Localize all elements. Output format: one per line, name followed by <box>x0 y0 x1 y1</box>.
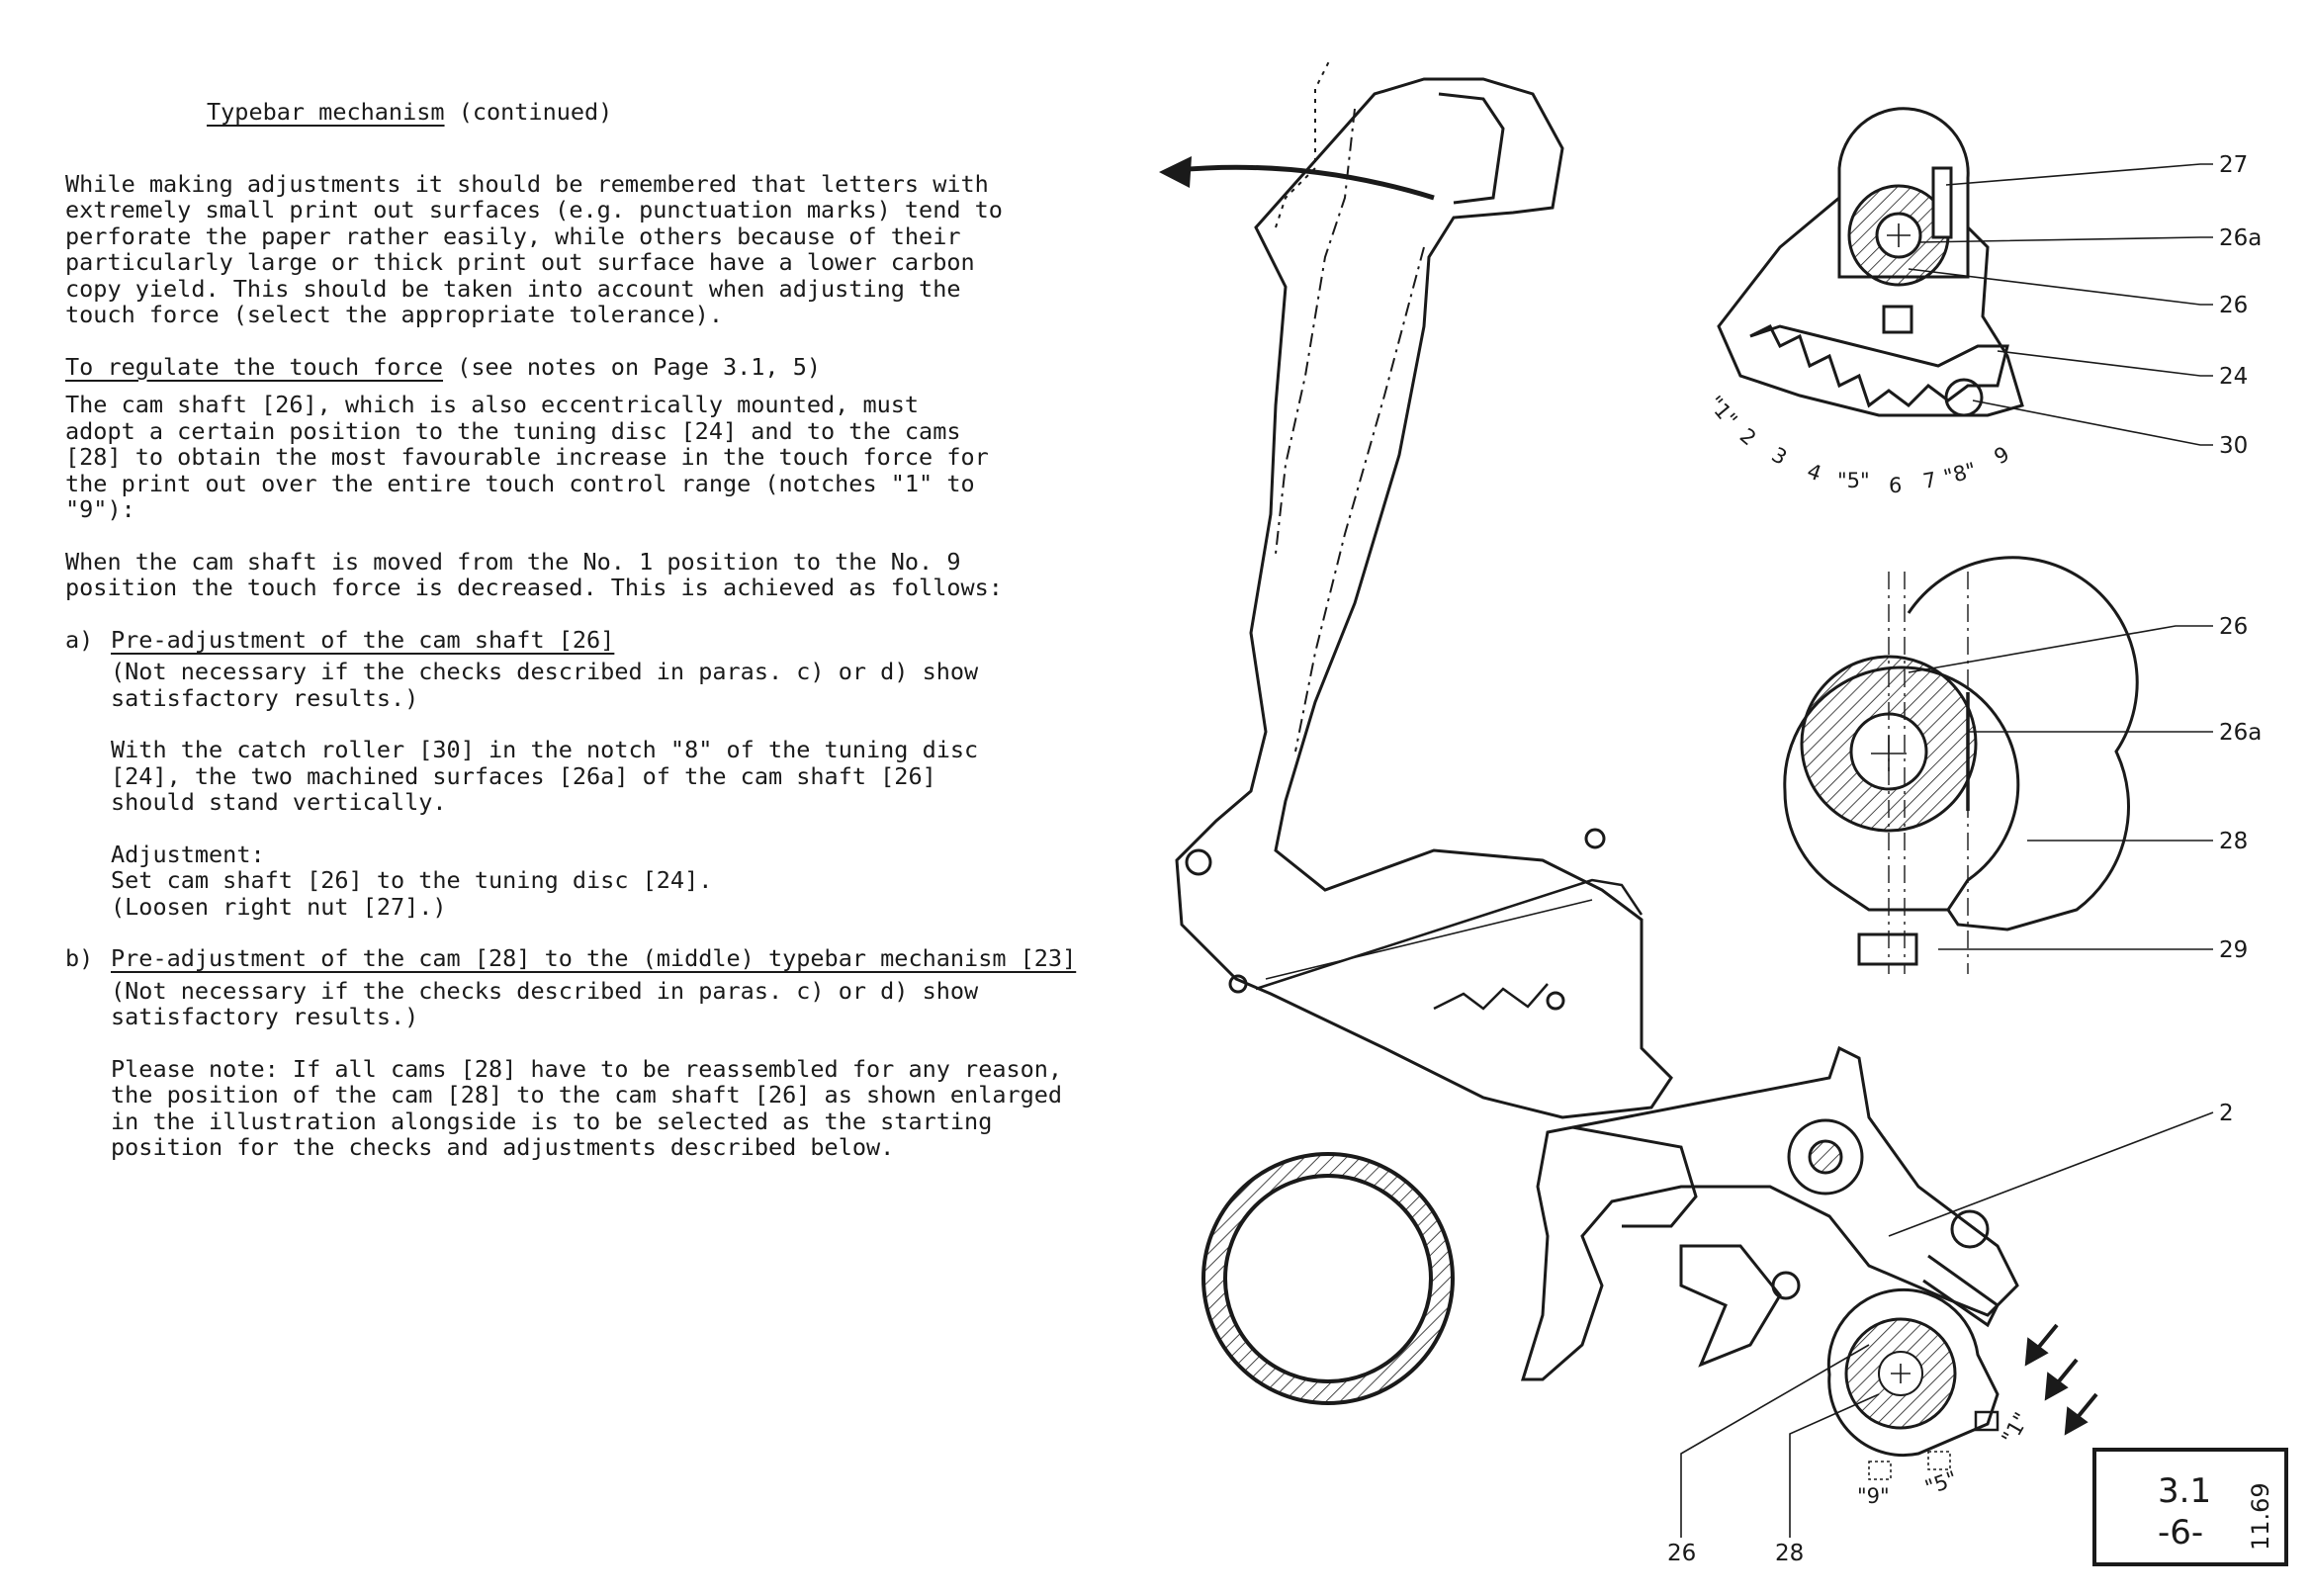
title-suffix: (continued) <box>458 98 613 126</box>
notch-1: "1" <box>1703 391 1742 432</box>
notch-9: 9 <box>1990 441 2014 470</box>
callout-26-mid: 26 <box>2219 614 2249 640</box>
callout-30: 30 <box>2219 433 2249 459</box>
callout-24: 24 <box>2219 364 2249 390</box>
position-5: "5" <box>1921 1465 1961 1500</box>
notch-7: 7 <box>1920 467 1939 493</box>
force-arrows <box>2027 1325 2096 1432</box>
badge-section: 3.1 <box>2158 1471 2212 1511</box>
section-b-body: Please note: If all cams [28] have to be reassembled for any reason, the position of the cam [28] to the cam shaft [26] as shown enlarged in the illustration alongside is to be selected as the starting position for the checks and adjustments described below. <box>111 1054 1063 1161</box>
section-a-note: (Not necessary if the checks described in paras. c) or d) show satisfactory results.) <box>111 658 979 712</box>
section-a-adjustment: Adjustment: Set cam shaft [26] to the tuning disc [24]. (Loosen right nut [27].) <box>111 840 713 921</box>
section-a-heading: Pre-adjustment of the cam shaft [26] <box>111 625 615 654</box>
position-9: "9" <box>1857 1484 1890 1508</box>
notch-3: 3 <box>1767 442 1792 471</box>
notch-4: 4 <box>1804 459 1825 487</box>
section-b-label: b) <box>65 944 94 972</box>
callout-26a-mid: 26a <box>2219 720 2263 746</box>
callout-26a-top: 26a <box>2219 225 2263 251</box>
callout-2: 2 <box>2219 1101 2234 1126</box>
section-b-note: (Not necessary if the checks described in paras. c) or d) show satisfactory results.) <box>111 976 979 1030</box>
section-a-body: With the catch roller [30] in the notch "8" of the tuning disc [24], the two machined surfaces [26a] of the cam shaft [26] should stand vertically. <box>111 736 979 816</box>
bottom-cam <box>1828 1289 1998 1479</box>
typebar-lever <box>1177 59 1671 1117</box>
notch-2: 2 <box>1734 423 1761 451</box>
title-main: Typebar mechanism <box>207 98 445 126</box>
direction-arrow <box>1159 156 1434 198</box>
callout-28-mid: 28 <box>2219 829 2249 854</box>
regulate-body-1: The cam shaft [26], which is also eccentrically mounted, must adopt a certain position to the tuning disc [24] and to the cams [28] to obtain the most favourable increase in the touch force for the print out over the entire touch control range (notches "1" to "9"): <box>65 391 989 523</box>
position-1: "1" <box>1997 1408 2034 1449</box>
notch-5: "5" <box>1837 469 1870 492</box>
platen-ring <box>1203 1154 1453 1403</box>
section-b-heading: Pre-adjustment of the cam [28] to the (middle) typebar mechanism [23] <box>111 944 1077 972</box>
callout-26-top: 26 <box>2219 293 2249 318</box>
callout-28-bottom: 28 <box>1775 1541 1805 1566</box>
cam-detail <box>1785 558 2137 974</box>
notch-labels <box>1703 392 2013 497</box>
tuning-disc <box>1719 109 2022 415</box>
regulate-heading: To regulate the touch force <box>65 352 444 381</box>
section-a-label: a) <box>65 625 94 654</box>
regulate-note: (see notes on Page 3.1, 5) <box>457 352 822 381</box>
callout-29: 29 <box>2219 937 2249 963</box>
notch-6: 6 <box>1889 474 1903 497</box>
callout-27: 27 <box>2219 152 2249 178</box>
intro-paragraph: While making adjustments it should be remembered that letters with extremely small print out surfaces (e.g. punctuation marks) tend to perforate the paper rather easily, while others because of their particularly large or thick print out surface have a lower carbon copy yield. This should be taken into account when adjusting the touch force (select the appropriate tolerance). <box>65 169 1003 328</box>
badge-page: -6- <box>2158 1513 2204 1552</box>
regulate-body-2: When the cam shaft is moved from the No. 1 position to the No. 9 position the touch force is decreased. This is achieved as follows: <box>65 547 1003 601</box>
notch-8: "8" <box>1941 458 1979 489</box>
callout-26-bottom: 26 <box>1667 1541 1697 1566</box>
page-number-box <box>2092 1448 2288 1566</box>
badge-date: 11.69 <box>2247 1482 2274 1551</box>
